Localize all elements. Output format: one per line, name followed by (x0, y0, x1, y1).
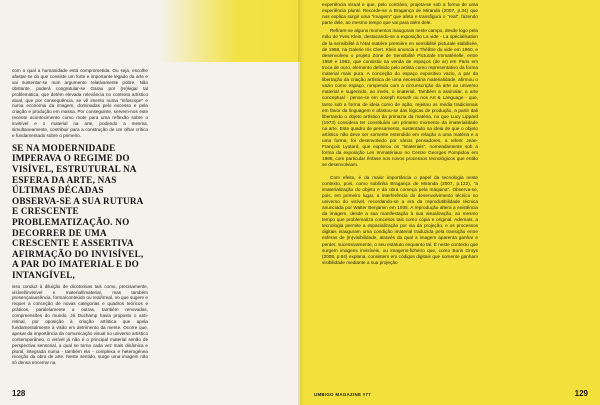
left-text-column (12, 68, 148, 398)
right-paragraph-3: Com efeito, é da maior importância o papel da tecnologia neste contexto, pois, como sublinha Bragança de Miranda (2007, p.122), "a imaterialização do objeto e da obra começa pela máquina". Observa-se, pois, em primeiro lugar, a interferência do desenvolvimento técnico no universo do visível, recordando-se a era da reprodutibilidade técnica anunciada por Walter Benjamin em 1935. A reprodução altera a existência da imagem, desde a sua manifestação à sua visualização, ao mesmo tempo que problematiza conceitos tais como cópia e original. Ademais, a tecnologia permite a espacialização por via da projeção, e os processos digitais inauguram uma condição imaterial traduzida pela transição entre esferas de (in)visibilidade, através da qual a imagem aparenta ganhar e perder, sucessivamente, o seu estatuto enquanto tal. É neste contexto que surgem imagens invisíveis, ou imagens-ficheiro que, como Boris Groys (2008, p.84) explana, consistem em códigos digitais que somente ganham visibilidade mediante a sua projeção (322, 174, 478, 265)
yellow-overlay (160, 0, 300, 62)
right-page (300, 0, 600, 405)
continuation-paragraph: isso conduz à diluição de dicotomias tais como, precisamente, visível/invisível e material/imaterial, mas também presença/ausência, forma/conteúdo ou real/irreal, no que sugere e requer a conceção de novas categorias e quadros teóricos e práticos, paralelamente a outras, também renovadas, compreensões do mundo. Já Duchamp havia proposto o anti-retinal, por oposição à criação artística que apela fundamentalmente à visão em detrimento da mente. Ocorre que, apesar da importância da comunicação visual no universo artístico contemporâneo, o visível já não é o principal material senão de perspectiva sensorial, a qual se torna cada vez mais dinâmica e plural, integrada numa - também ela - complexa e heterogénea receção da obra de arte. Neste sentido, surge uma imagem não só densa encerrar na (12, 283, 148, 366)
right-paragraph-2: Refiram-se alguns momentos inaugurais neste campo, desde logo pela mão de Yves Klein, destacando-se a exposição La vide - La spécialisation de la sensibilité à l'état matière première en sensibilité picturale stabilisée, de 1958, na Galerie Iris Clert. Klein anuncia o Théâtre du vide em 1960, e desenvolveu o projeto Zone de Sensibilité Picturale Immatérielle, entre 1959 e 1962, que consistiu na venda de espaços (de ar) em Paris em troca de ouro, elemento definido pelo artista como representativo da forma material mais pura. A conceção do espaço expositivo vazio, a par da libertação da criação artística de uma necessária materialidade, afirmou o vazio como espaço, rompendo com a circunscrição da arte ao universo material e sugerindo, ao invés, o imaterial. Também a assinalar, a arte conceptual - pense-se em Joseph Kosuth ou nos Art & Language - que, tanto sob a forma de ideia como de ação, rejeitou os média tradicionais em favor da linguagem e afastou-se das lógicas de produção, a partir dali libertando o objeto artístico da primazia da matéria, no que Lucy Lippard (1973) considera ter constituído um primeiro momento da imaterialidade na arte. Este quadro de pensamento, sustentado na ideia de que o objeto artístico não deve ser somente entendido em relação a uma matéria e a uma forma, foi desenvolvido por vários pensadores, a referir Jean-François Lyotard, que explorou os "imateriais", nomeadamente sob a forma da exposição Les Immatériaux no Centre Georges Pompidou em 1985, com particular ênfase nos novos processos tecnológicos que então se desenvolviam. (322, 28, 478, 168)
intro-paragraph: com o qual a humanidade está comprometida. Ou seja, escolhe afastar-se do que consiste um forte e importante legado da arte e vai sustentar-se num argumento relativamente pobre. Não obstante, poderá congratular-se Garau por (re)legar tal problemática, que detém elevada relevância no contexto artístico atual, que por consequência, se vê imerso numa "infoscope" e numa economia da imagem, dominadas pelo excesso e pela criação e produção em massa. Por conseguinte, servem-nos este recente acontecimento como mote para uma reflexão sobre o invisível e o material na arte, podendo a mesma, simultaneamente, contribuir para a construção de um olhar crítico e fundamentado sobre o primeiro. (12, 68, 148, 138)
page-number-left: 128 (12, 389, 26, 398)
pull-quote: SE NA MODERNIDADE IMPERAVA O REGIME DO VISÍVEL, ESTRUTURAL NA ESFERA DA ARTE, NAS ÚLTIMAS DÉCADAS OBSERVA-SE A SUA RUTURA E CRESCENTE PROBLEMATIZAÇÃO. NO DECORRER DE UMA CRESCENTE E ASSERTIVA AFIRMAÇÃO DO INVISÍVEL, A PAR DO IMATERIAL E DO INTANGÍVEL, (12, 142, 144, 280)
right-paragraph-1: experiência visual e que, pelo contrário, projeta-se sob a forma de uma experiência plural. Recorde-se a Bragança de Miranda (2007, p.34) que nos explica surgir uma "imagem" que afeta e transfigura o "real", fazendo parte dele, ao mesmo tempo que vai para além dele. (322, 2, 478, 26)
page-number-right: 129 (574, 389, 588, 398)
magazine-issue-label: UMBIGO MAGAZINE #77 (314, 392, 371, 397)
right-text-column (322, 2, 478, 392)
